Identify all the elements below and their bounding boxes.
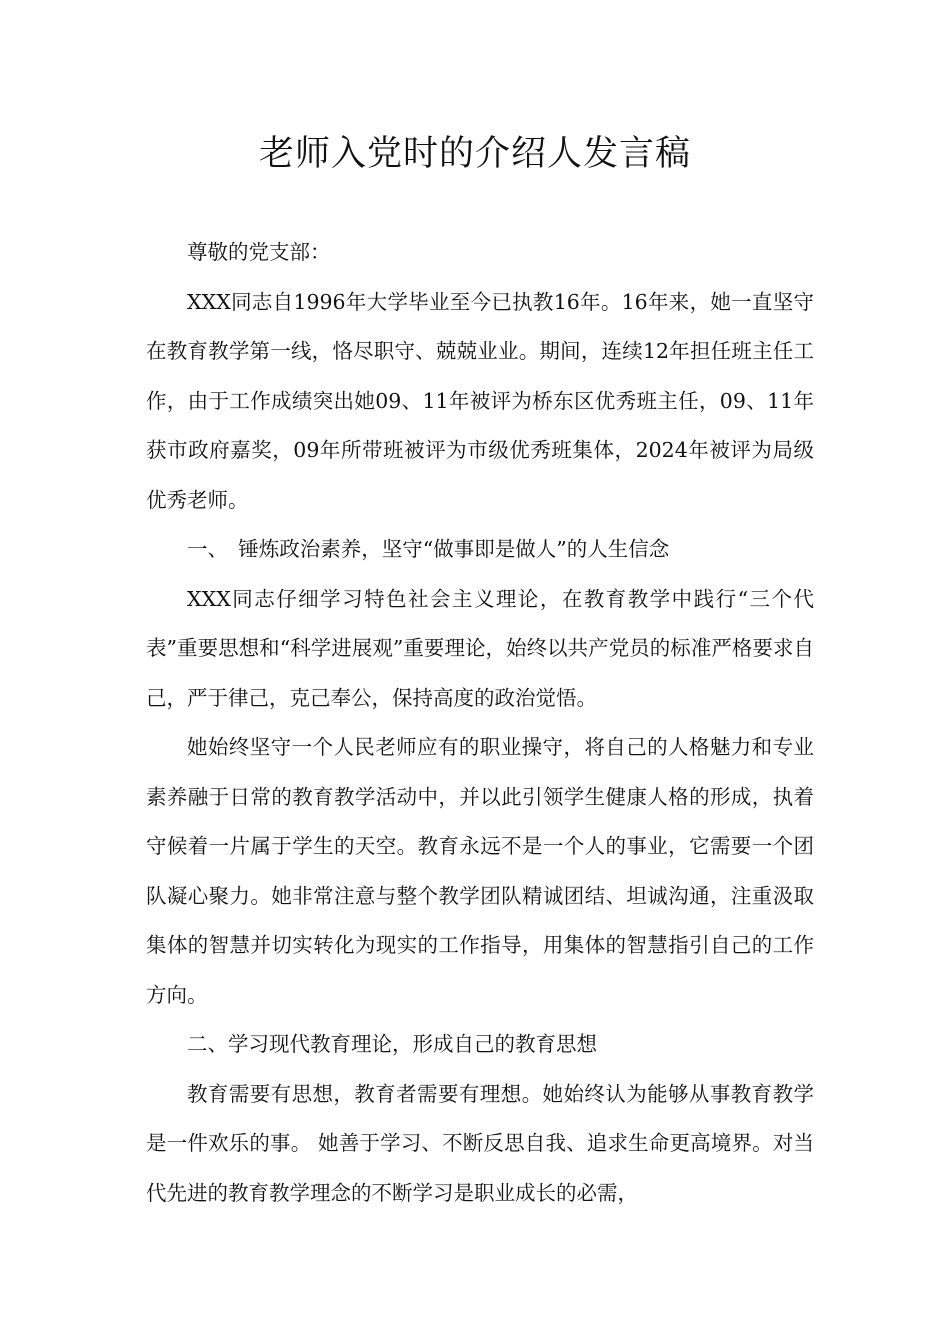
paragraph-ethics: 她始终坚守一个人民老师应有的职业操守，将自己的人格魅力和专业素养融于日常的教育教学活动中，并以此引领学生健康人格的形成，执着守候着一片属于学生的天空。教育永远不是一个人的事业，它需要一个团队凝心聚力。她非常注意与整个教学团队精诚团结、坦诚沟通，注重汲取集体的智慧并切实转化为现实的工作指导，用集体的智慧指引自己的工作方向。 [146, 735, 814, 1007]
document-body [146, 228, 814, 1218]
salutation: 尊敬的党支部： [187, 240, 331, 264]
paragraph-politics: XXX同志仔细学习特色社会主义理论，在教育教学中践行“三个代表”重要思想和“科学进展观”重要理论，始终以共产党员的标准严格要求自己，严于律己，克己奉公，保持高度的政治觉悟。 [146, 586, 814, 710]
document-title: 老师入党时的介绍人发言稿 [258, 134, 691, 174]
section-heading-2: 二、学习现代教育理论，形成自己的教育思想 [187, 1032, 597, 1056]
paragraph-education: 教育需要有思想，教育者需要有理想。她始终认为能够从事教育教学是一件欢乐的事。 她善于学习、不断反思自我、追求生命更高境界。对当代先进的教育教学理念的不断学习是职业成长的必需， [146, 1081, 814, 1205]
paragraph-intro: XXX同志自1996年大学毕业至今已执教16年。16年来，她一直坚守在教育教学第一线，恪尽职守、兢兢业业。期间，连续12年担任班主任工作，由于工作成绩突出她09、11年被评为桥东区优秀班主任，09、11年获市政府嘉奖，09年所带班被评为市级优秀班集体，2024年被评为局级优秀老师。 [146, 289, 814, 512]
section-heading-1: 一、 锤炼政治素养，坚守“做事即是做人”的人生信念 [187, 537, 670, 561]
